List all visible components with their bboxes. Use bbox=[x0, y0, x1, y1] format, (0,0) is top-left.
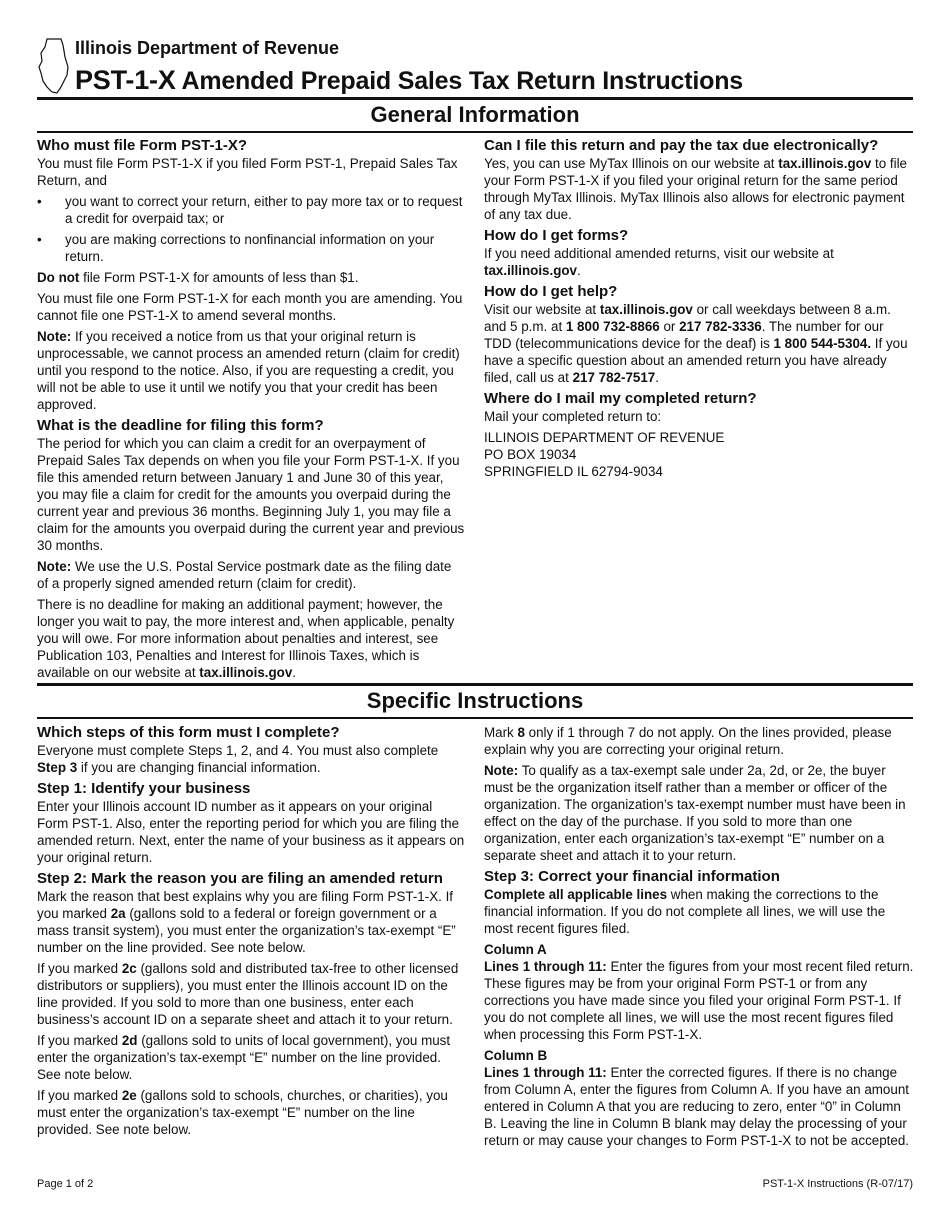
step1-paragraph: Enter your Illinois account ID number as it appears on your original Form PST-1. Also, enter the reporting period for which you are filing the amended return. Next, enter the name of your business as it appears on your original return. bbox=[37, 799, 465, 865]
address-line: ILLINOIS DEPARTMENT OF REVENUE bbox=[484, 430, 725, 445]
deadline-note: Note: We use the U.S. Postal Service postmark date as the filing date of a properly signed amended return (claim for credit). bbox=[37, 559, 452, 591]
electronic-filing-heading: Can I file this return and pay the tax due electronically? bbox=[484, 137, 879, 154]
deadline-paragraph: The period for which you can claim a credit for an overpayment of Prepaid Sales Tax depends on when you file your Form PST-1-X. If you file this amended return between January 1 and June 30 of this year, you may file a claim for credit for the amounts you overpaid during the current year and previous 36 months. Beginning July 1, you may file a claim for the amounts you overpaid during the current year and previous 30 months. bbox=[37, 436, 465, 553]
address-line: SPRINGFIELD IL 62794-9034 bbox=[484, 464, 663, 479]
tdd-phone-number: 1 800 544-5304. bbox=[773, 336, 872, 351]
column-b-paragraph: Lines 1 through 11: Enter the corrected figures. If there is no change from Column A, enter the figures from Column A. If you have an amount entered in Column A that you are reducing to zero, enter “0” in Column B. Leaving the line in Column B blank may delay the processing of your return or may cause your changes to Form PST-1-X to not be accepted. bbox=[484, 1065, 909, 1148]
step2-paragraph-2d: If you marked 2d (gallons sold to units of local government), you must enter the organization’s tax-exempt “E” number on the line provided. See note below. bbox=[37, 1033, 451, 1082]
step2-note: Note: To qualify as a tax-exempt sale under 2a, 2d, or 2e, the buyer must be the organization itself rather than a member or officer of the organization. The organization’s tax-exempt number must have been in effect on the day of the purchase. If you sold to more than one organization, enter each organization’s tax-exempt “E” number on a separate sheet and attach it to your return. bbox=[484, 763, 906, 863]
step2-heading: Step 2: Mark the reason you are filing an amended return bbox=[37, 870, 443, 887]
website-link[interactable]: tax.illinois.gov bbox=[778, 156, 872, 171]
deadline-heading: What is the deadline for filing this form? bbox=[37, 417, 324, 434]
step2-paragraph-2a: Mark the reason that best explains why you are filing Form PST-1-X. If you marked 2a (gallons sold to a federal or foreign government or a mass transit system), you must enter the organization’s tax-exempt “E” number on the line provided. See note below. bbox=[37, 889, 456, 955]
specific-instructions-heading: Specific Instructions bbox=[366, 688, 584, 713]
penalty-paragraph: There is no deadline for making an additional payment; however, the longer you wait to pay, the more interest and, when applicable, penalty you will owe. For more information about penalties and interest, see Publication 103, Penalties and Interest for Illinois Taxes, which is available on our website at tax.illinois.gov. bbox=[37, 597, 455, 680]
phone-number: 1 800 732-8866 bbox=[565, 319, 660, 334]
column-b-heading: Column B bbox=[484, 1048, 548, 1063]
mailing-address bbox=[484, 429, 914, 480]
get-help-paragraph: Visit our website at tax.illinois.gov or call weekdays between 8 a.m. and 5 p.m. at 1 800 732-8866 or 217 782-3336. The number for our TDD (telecommunications device for the deaf) is 1 800 544-5304. If you have a specific question about an amended return you have already filed, call us at 217 782-7517. bbox=[484, 302, 908, 385]
step3-intro: Complete all applicable lines when making the corrections to the financial information. If you do not complete all lines, we will use the most recent figures filed. bbox=[484, 887, 886, 936]
specific-right-column bbox=[484, 724, 914, 1153]
do-not-file-paragraph: Do not file Form PST-1-X for amounts of less than $1. bbox=[37, 270, 359, 285]
mail-intro: Mail your completed return to: bbox=[484, 409, 662, 424]
which-steps-heading: Which steps of this form must I complete? bbox=[37, 724, 340, 741]
title-text: Amended Prepaid Sales Tax Return Instructions bbox=[175, 67, 743, 95]
form-number: PST-1-X bbox=[75, 65, 176, 95]
step2-paragraph-8: Mark 8 only if 1 through 7 do not apply. On the lines provided, please explain why you are correcting your original return. bbox=[484, 725, 892, 757]
step3-heading: Step 3: Correct your financial information bbox=[484, 868, 780, 885]
column-a-heading: Column A bbox=[484, 942, 547, 957]
document-header bbox=[37, 37, 913, 97]
which-steps-paragraph: Everyone must complete Steps 1, 2, and 4. You must also complete Step 3 if you are changing financial information. bbox=[37, 743, 439, 775]
section-divider-rule bbox=[37, 683, 913, 686]
who-must-file-note: Note: If you received a notice from us that your original return is unprocessable, we cannot process an amended return (claim for credit) until you respond to the notice. Also, if you are requesting a credit, you will not be able to use it until we notify you that your credit has been approved. bbox=[37, 329, 460, 412]
column-a-paragraph: Lines 1 through 11: Enter the figures from your most recent filed return. These figures may be from your original Form PST-1 or from any corrections you have made since you filed your original Form PST-1. If you do not complete all lines, we will use the most recent figures filed when processing this Form PST-1-X. bbox=[484, 959, 914, 1042]
department-name: Illinois Department of Revenue bbox=[75, 38, 340, 58]
list-item: • you want to correct your return, either to pay more tax or to request a credit for overpaid tax; or bbox=[37, 193, 465, 227]
step1-heading: Step 1: Identify your business bbox=[37, 780, 251, 797]
phone-number: 217 782-7517 bbox=[572, 370, 656, 385]
who-must-file-list bbox=[37, 193, 465, 265]
phone-number: 217 782-3336 bbox=[679, 319, 762, 334]
website-link[interactable]: tax.illinois.gov bbox=[599, 302, 693, 317]
specific-heading-rule bbox=[37, 717, 913, 719]
website-link[interactable]: tax.illinois.gov bbox=[199, 665, 293, 680]
general-left-column bbox=[37, 137, 465, 685]
page-number: Page 1 of 2 bbox=[37, 1178, 94, 1190]
get-forms-heading: How do I get forms? bbox=[484, 227, 629, 244]
one-form-per-month-paragraph: You must file one Form PST-1-X for each month you are amending. You cannot file one PST-1-X to amend several months. bbox=[37, 291, 463, 323]
step2-paragraph-2e: If you marked 2e (gallons sold to schools, churches, or charities), you must enter the organization’s tax-exempt “E” number on the line provided. See note below. bbox=[37, 1088, 448, 1137]
electronic-filing-paragraph: Yes, you can use MyTax Illinois on our website at tax.illinois.gov to file your Form PST-1-X if you filed your original return for the same period through MyTax Illinois. MyTax Illinois also allows for electronic payment of any tax due. bbox=[484, 156, 908, 222]
get-forms-paragraph: If you need additional amended returns, visit our website at tax.illinois.gov. bbox=[484, 246, 834, 278]
who-must-file-heading: Who must file Form PST-1-X? bbox=[37, 137, 248, 154]
website-link[interactable]: tax.illinois.gov bbox=[484, 263, 578, 278]
illinois-state-outline-icon bbox=[37, 37, 71, 95]
who-must-file-intro: You must file Form PST-1-X if you filed Form PST-1, Prepaid Sales Tax Return, and bbox=[37, 156, 458, 188]
specific-left-column bbox=[37, 724, 465, 1142]
address-line: PO BOX 19034 bbox=[484, 447, 577, 462]
general-right-column bbox=[484, 137, 914, 480]
get-help-heading: How do I get help? bbox=[484, 283, 618, 300]
step2-paragraph-2c: If you marked 2c (gallons sold and distributed tax-free to other licensed distributors or suppliers), you must enter the Illinois account ID on the line provided. If you sold to more than one business, enter each business’s account ID on a separate sheet and attach it to your return. bbox=[37, 961, 459, 1027]
form-revision-id: PST-1-X Instructions (R-07/17) bbox=[762, 1178, 913, 1190]
general-heading-rule bbox=[37, 131, 913, 133]
mail-return-heading: Where do I mail my completed return? bbox=[484, 390, 757, 407]
list-item: • you are making corrections to nonfinancial information on your return. bbox=[37, 231, 465, 265]
document-title bbox=[75, 65, 743, 96]
general-information-heading: General Information bbox=[370, 102, 580, 127]
header-rule bbox=[37, 97, 913, 100]
